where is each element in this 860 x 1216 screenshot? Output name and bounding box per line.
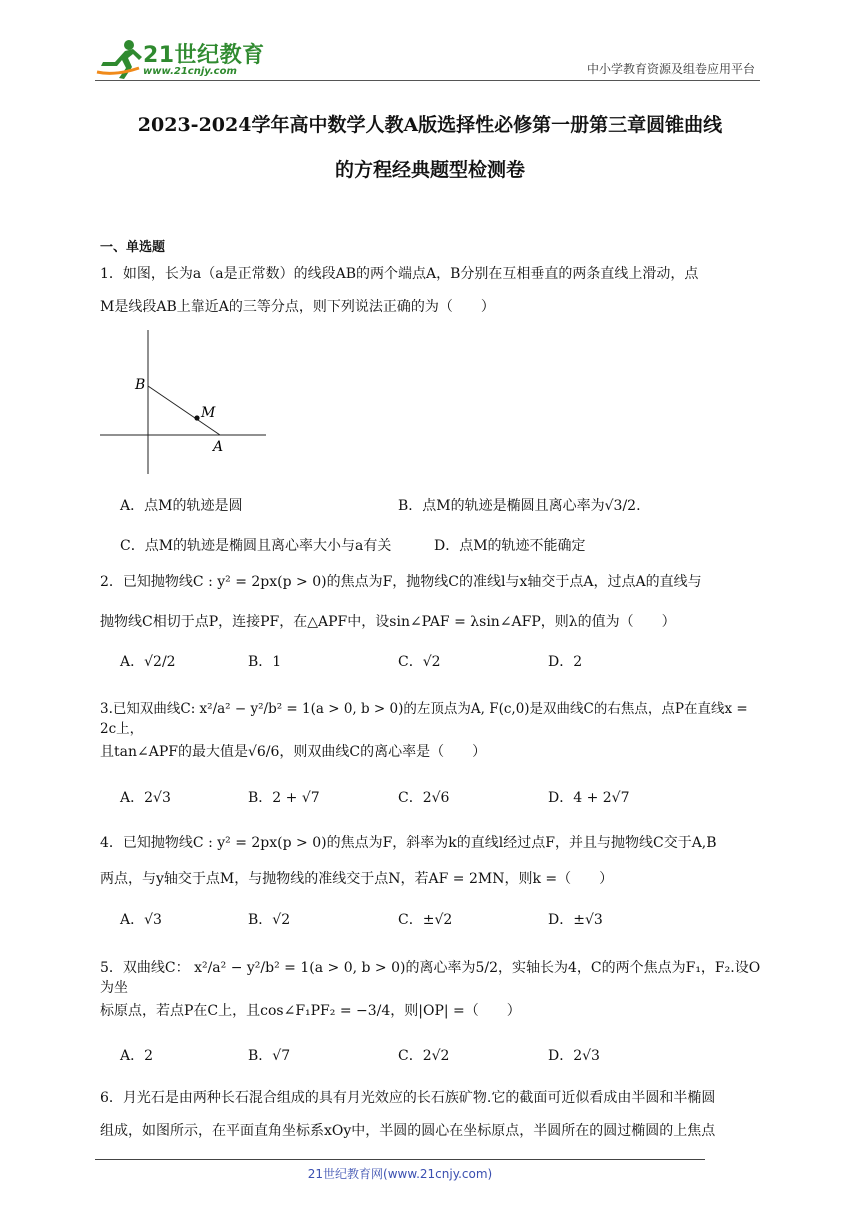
section-heading: 一、单选题 xyxy=(100,240,166,255)
question-text: 已知抛物线C : y² = 2px(p > 0)的焦点为F，抛物线C的准线l与x轴交于点A，过点A的直线与 xyxy=(122,574,702,590)
option-d[interactable]: D．点M的轨迹不能确定 xyxy=(434,538,586,554)
question-1-line2: M是线段AB上靠近A的三等分点，则下列说法正确的为（ ） xyxy=(100,299,495,315)
option-a[interactable]: A．2√3 xyxy=(120,790,171,806)
page-title-line2: 的方程经典题型检测卷 xyxy=(334,159,525,181)
label-b: B xyxy=(135,377,146,393)
option-d[interactable]: D．±√3 xyxy=(548,912,603,928)
footer-divider xyxy=(95,1159,705,1160)
label-m: M xyxy=(201,405,216,421)
option-c[interactable]: C．√2 xyxy=(398,654,441,670)
option-a[interactable]: A．√3 xyxy=(120,912,162,928)
question-number: 1． xyxy=(100,266,123,282)
page-title-line1: 2023-2024学年高中数学人教A版选择性必修第一册第三章圆锥曲线 xyxy=(137,114,723,136)
option-c[interactable]: C．2√2 xyxy=(398,1048,450,1064)
question-3-line2: 且tan∠APF的最大值是√6/6，则双曲线C的离心率是（ ） xyxy=(100,744,487,760)
option-b[interactable]: B．2 + √7 xyxy=(248,790,320,806)
question-number: 4． xyxy=(100,835,123,851)
question-4 xyxy=(100,833,765,853)
question-text: 如图，长为a（a是正常数）的线段AB的两个端点A，B分别在互相垂直的两条直线上滑动，点 xyxy=(122,266,699,282)
option-a[interactable]: A．点M的轨迹是圆 xyxy=(120,498,243,514)
question-5 xyxy=(100,958,765,998)
option-d[interactable]: D．2√3 xyxy=(548,1048,600,1064)
runner-logo-icon xyxy=(95,38,145,80)
logo-text: 21世纪教育 xyxy=(143,43,265,68)
option-a[interactable]: A．2 xyxy=(120,1048,154,1064)
question-6 xyxy=(100,1088,765,1108)
question-2-line2: 抛物线C相切于点P，连接PF，在△APF中，设sin∠PAF = λsin∠AFP，则λ的值为（ ） xyxy=(100,614,676,630)
question-5-line2: 标原点，若点P在C上，且cos∠F₁PF₂ = −3/4，则|OP| =（ ） xyxy=(100,1003,521,1019)
option-b[interactable]: B．√2 xyxy=(248,912,291,928)
option-b[interactable]: B．√7 xyxy=(248,1048,291,1064)
question-4-line2: 两点，与y轴交于点M，与抛物线的准线交于点N，若AF = 2MN，则k =（ ） xyxy=(100,871,614,887)
header-divider xyxy=(95,80,760,81)
option-c[interactable]: C．±√2 xyxy=(398,912,453,928)
point-m xyxy=(194,415,199,420)
option-d[interactable]: D．4 + 2√7 xyxy=(548,790,630,806)
option-c[interactable]: C．2√6 xyxy=(398,790,450,806)
option-c[interactable]: C．点M的轨迹是椭圆且离心率大小与a有关 xyxy=(120,538,392,554)
question-text: 双曲线C： x²/a² − y²/b² = 1(a > 0, b > 0)的离心率为5/2，实轴长为4，C的两个焦点为F₁，F₂.设O为坐 xyxy=(100,960,761,996)
logo-url: www.21cnjy.com xyxy=(143,66,237,77)
label-a: A xyxy=(213,439,224,455)
question-number: 5． xyxy=(100,960,123,976)
question-1-figure xyxy=(100,328,270,478)
question-number: 2． xyxy=(100,574,123,590)
option-a[interactable]: A．√2/2 xyxy=(120,654,176,670)
question-number: 3. xyxy=(100,701,113,717)
platform-label: 中小学教育资源及组卷应用平台 xyxy=(586,62,755,76)
footer-link[interactable]: 21世纪教育网(www.21cnjy.com) xyxy=(307,1167,493,1181)
question-text: 已知双曲线C: x²/a² − y²/b² = 1(a > 0, b > 0)的左顶点为A, F(c,0)是双曲线C的右焦点，点P在直线x = 2c上， xyxy=(100,701,748,737)
question-text: 已知抛物线C : y² = 2px(p > 0)的焦点为F，斜率为k的直线l经过点F，并且与抛物线C交于A,B xyxy=(122,835,717,851)
option-d[interactable]: D．2 xyxy=(548,654,583,670)
question-number: 6． xyxy=(100,1090,123,1106)
option-b[interactable]: B．1 xyxy=(248,654,282,670)
question-1 xyxy=(100,264,765,284)
option-b[interactable]: B．点M的轨迹是椭圆且离心率为√3/2. xyxy=(398,498,641,514)
question-6-line2: 组成，如图所示，在平面直角坐标系xOy中，半圆的圆心在坐标原点，半圆所在的圆过椭圆的上焦点 xyxy=(100,1123,716,1139)
question-2 xyxy=(100,572,765,592)
question-3 xyxy=(100,699,765,739)
question-text: 月光石是由两种长石混合组成的具有月光效应的长石族矿物.它的截面可近似看成由半圆和半椭圆 xyxy=(122,1090,716,1106)
